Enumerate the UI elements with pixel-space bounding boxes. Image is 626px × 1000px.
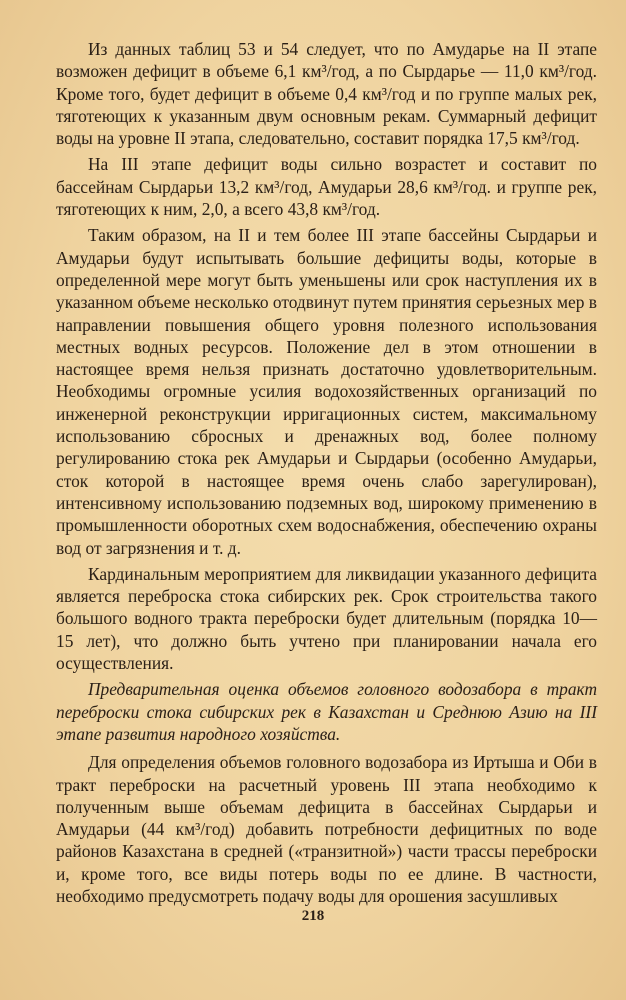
paragraph-3: Таким образом, на II и тем более III этапе бассейны Сырдарьи и Амударьи будут испытывать большие дефициты воды, которые в определенной мере могут быть уменьшены или срок наступления их в указанном объеме несколько отодвинут путем принятия серьезных мер в направлении повышения общего уровня полезного использования местных водных ресурсов. Положение дел в этом отношении в настоящее время нельзя признать достаточно удовлетворительным. Необходимы огромные усилия водохозяйственных организаций по инженерной реконструкции ирригационных систем, максимальному использованию сбросных и дренажных вод, более полному регулированию стока рек Амударьи и Сырдарьи (особенно Амударьи, сток которой в настоящее время очень слабо зарегулирован), интенсивному использованию подземных вод, широкому применению в промышленности оборотных схем водоснабжения, обеспечению охраны вод от загрязнения и т. д. [56,225,597,558]
body-text [56,38,597,911]
paragraph-6: Для определения объемов головного водозабора из Иртыша и Оби в тракт переброски на расчетный уровень III этапа необходимо к полученным выше объемам дефицита в бассейнах Сырдарьи и Амударьи (44 км³/год) добавить потребности дефицитных по воде районов Казахстана в средней («транзитной») части трассы переброски и, кроме того, все виды потерь воды по ее длине. В частности, необходимо предусмотреть подачу воды для орошения засушливых [56,752,597,906]
paragraph-2: На III этапе дефицит воды сильно возрастет и составит по бассейнам Сырдарьи 13,2 км³/год, Амударьи 28,6 км³/год. и группе рек, тяготеющих к ним, 2,0, а всего 43,8 км³/год. [56,154,597,220]
paragraph-1: Из данных таблиц 53 и 54 следует, что по Амударье на II этапе возможен дефицит в объеме 6,1 км³/год, а по Сырдарье — 11,0 км³/год. Кроме того, будет дефицит в объеме 0,4 км³/год и по группе малых рек, тяготеющих к указанным двум основным рекам. Суммарный дефицит воды на уровне II этапа, следовательно, составит порядка 17,5 км³/год. [56,39,597,149]
paragraph-4: Кардинальным мероприятием для ликвидации указанного дефицита является переброска стока сибирских рек. Срок строительства такого большого водного тракта переброски будет длительным (порядка 10—15 лет), что должно быть учтено при планировании начала его осуществления. [56,563,597,674]
section-heading: Предварительная оценка объемов головного водозабора в тракт переброски стока сибирских рек в Казахстан и Среднюю Азию на III этапе развития народного хозяйства. [56,679,597,744]
page-number: 218 [301,908,325,924]
